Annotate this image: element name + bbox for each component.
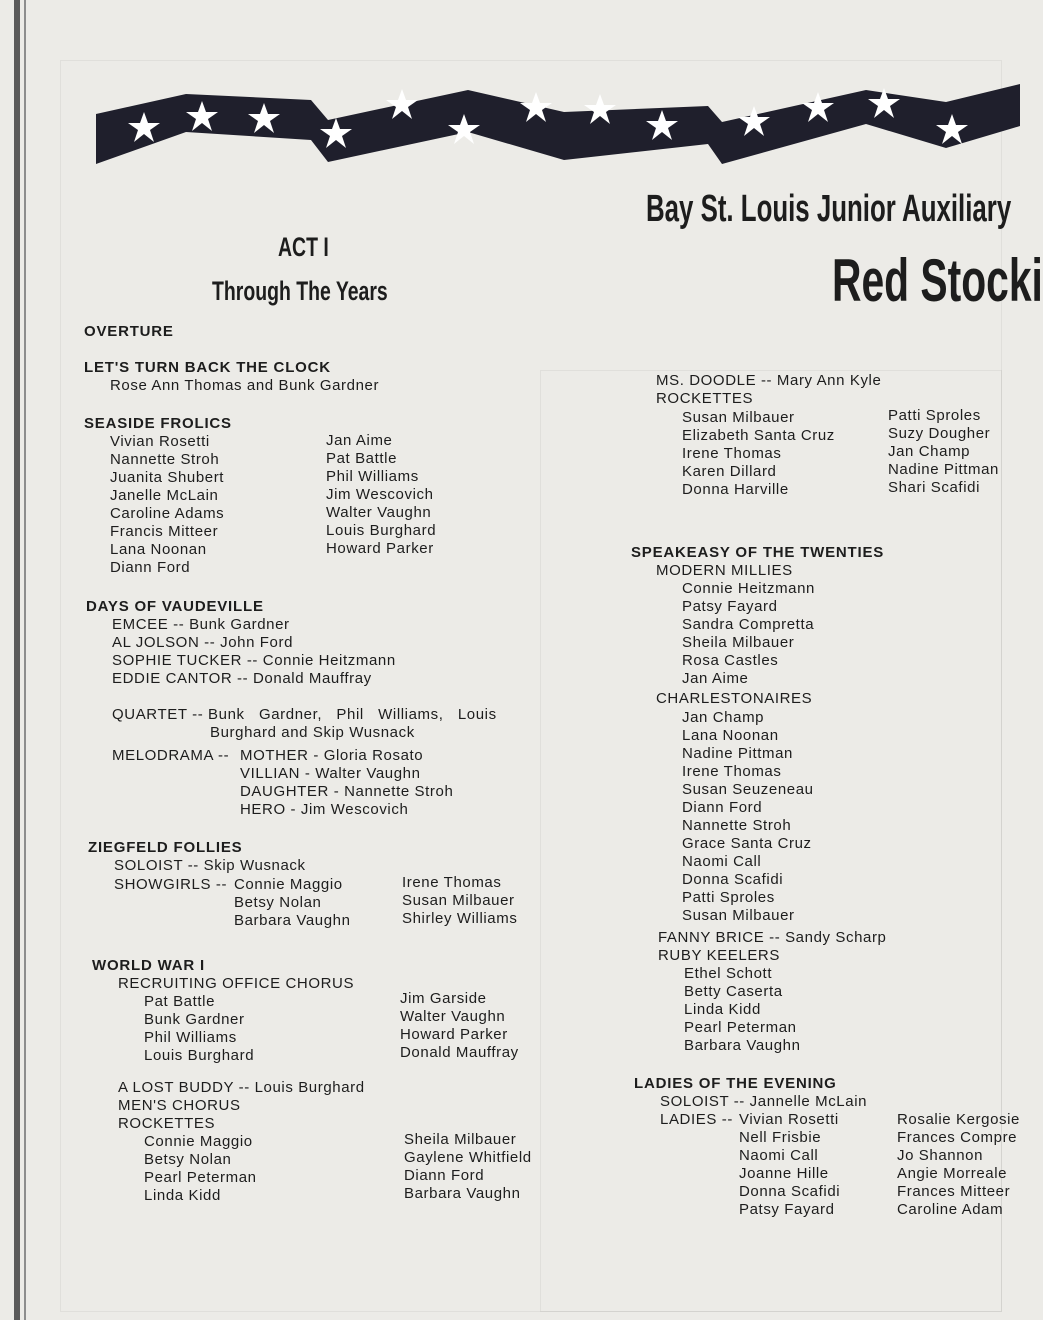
fanny-brice: FANNY BRICE -- Sandy Scharp bbox=[658, 929, 887, 946]
cast-name: Phil Williams bbox=[144, 1029, 237, 1046]
cast-name: Bunk Gardner bbox=[144, 1011, 245, 1028]
cast-name: Patsy Fayard bbox=[682, 598, 778, 615]
cast-name: Donna Scafidi bbox=[682, 871, 784, 888]
cast-name: Lana Noonan bbox=[110, 541, 207, 558]
cast-name: Connie Heitzmann bbox=[682, 580, 815, 597]
ruby-heading: RUBY KEELERS bbox=[658, 947, 780, 964]
cast-name: Jan Champ bbox=[682, 709, 765, 726]
page-binding-edge bbox=[14, 0, 20, 1320]
cast-name: Donald Mauffray bbox=[400, 1044, 519, 1061]
cast-name: Nadine Pittman bbox=[888, 461, 999, 478]
act-title: ACT I bbox=[278, 232, 329, 262]
cast-name: Diann Ford bbox=[682, 799, 763, 816]
cast-name: Connie Maggio bbox=[144, 1133, 253, 1150]
lost-buddy: A LOST BUDDY -- Louis Burghard bbox=[118, 1079, 365, 1096]
cast-name: Barbara Vaughn bbox=[684, 1037, 801, 1054]
ww1-rockettes-col1 bbox=[144, 1133, 257, 1205]
cast-name: Janelle McLain bbox=[110, 487, 219, 504]
cast-name: Jan Champ bbox=[888, 443, 971, 460]
cast-name: Karen Dillard bbox=[682, 463, 777, 480]
cast-name: Patsy Fayard bbox=[739, 1201, 835, 1218]
rockettes-heading: ROCKETTES bbox=[656, 390, 754, 407]
cast-name: Rosa Castles bbox=[682, 652, 779, 669]
melodrama-label: MELODRAMA -- bbox=[112, 747, 230, 764]
cast-name: Nannette Stroh bbox=[110, 451, 220, 468]
ruby-list bbox=[684, 965, 801, 1055]
cast-name: Grace Santa Cruz bbox=[682, 835, 812, 852]
cast-name: Naomi Call bbox=[739, 1147, 819, 1164]
cast-name: Shirley Williams bbox=[402, 910, 518, 927]
cast-name: Sheila Milbauer bbox=[404, 1131, 517, 1148]
cast-name: Irene Thomas bbox=[402, 874, 502, 891]
cast-name: Howard Parker bbox=[400, 1026, 508, 1043]
cast-name: Pat Battle bbox=[326, 450, 398, 467]
cast-name: Sheila Milbauer bbox=[682, 634, 795, 651]
cast-name: Nadine Pittman bbox=[682, 745, 793, 762]
ziegfeld-heading: ZIEGFELD FOLLIES bbox=[88, 839, 243, 856]
melodrama-roles bbox=[240, 747, 453, 819]
cast-name: Howard Parker bbox=[326, 540, 434, 557]
clock-heading: LET'S TURN BACK THE CLOCK bbox=[84, 359, 331, 376]
star-banner bbox=[96, 84, 1020, 168]
cast-name: Rosalie Kergosie bbox=[897, 1111, 1020, 1128]
cast-name: Betty Caserta bbox=[684, 983, 783, 1000]
chorus-col1 bbox=[144, 993, 254, 1065]
ladies-soloist: SOLOIST -- Jannelle McLain bbox=[660, 1093, 868, 1110]
page-binding-shadow bbox=[24, 0, 26, 1320]
mens-chorus: MEN'S CHORUS bbox=[118, 1097, 241, 1114]
cast-name: Susan Milbauer bbox=[682, 907, 795, 924]
showgirls-col2 bbox=[402, 874, 517, 928]
cast-name: Vivian Rosetti bbox=[110, 433, 210, 450]
ladies-label: LADIES -- bbox=[660, 1111, 733, 1128]
cast-name: Susan Milbauer bbox=[682, 409, 795, 426]
ladies-heading: LADIES OF THE EVENING bbox=[634, 1075, 837, 1092]
cast-name: Jo Shannon bbox=[897, 1147, 984, 1164]
cast-name: Angie Morreale bbox=[897, 1165, 1008, 1182]
cast-name: Joanne Hille bbox=[739, 1165, 829, 1182]
role-line: VILLIAN - Walter Vaughn bbox=[240, 765, 421, 782]
overture-heading: OVERTURE bbox=[84, 323, 174, 340]
cast-name: Barbara Vaughn bbox=[404, 1185, 521, 1202]
vaudeville-heading: DAYS OF VAUDEVILLE bbox=[86, 598, 264, 615]
cast-name: Donna Harville bbox=[682, 481, 789, 498]
role-line: SOPHIE TUCKER -- Connie Heitzmann bbox=[112, 652, 396, 669]
role-line: EMCEE -- Bunk Gardner bbox=[112, 616, 290, 633]
ww1-heading: WORLD WAR I bbox=[92, 957, 205, 974]
cast-name: Patti Sproles bbox=[682, 889, 775, 906]
cast-name: Juanita Shubert bbox=[110, 469, 225, 486]
cast-name: Gaylene Whitfield bbox=[404, 1149, 532, 1166]
quartet-line: QUARTET -- Bunk Gardner, Phil Williams, Louis bbox=[112, 706, 497, 723]
ladies-col1 bbox=[739, 1111, 840, 1219]
cast-name: Naomi Call bbox=[682, 853, 762, 870]
cast-name: Linda Kidd bbox=[684, 1001, 761, 1018]
seaside-cast-col2 bbox=[326, 432, 436, 558]
millies-list bbox=[682, 580, 815, 688]
act-subtitle: Through The Years bbox=[212, 276, 388, 306]
cast-name: Patti Sproles bbox=[888, 407, 981, 424]
speakeasy-heading: SPEAKEASY OF THE TWENTIES bbox=[631, 544, 885, 561]
cast-name: Francis Mitteer bbox=[110, 523, 219, 540]
rockettes-col1 bbox=[682, 409, 835, 499]
cast-name: Nannette Stroh bbox=[682, 817, 792, 834]
cast-name: Irene Thomas bbox=[682, 763, 782, 780]
cast-name: Betsy Nolan bbox=[144, 1151, 232, 1168]
cast-name: Walter Vaughn bbox=[400, 1008, 506, 1025]
cast-name: Ethel Schott bbox=[684, 965, 773, 982]
seaside-heading: SEASIDE FROLICS bbox=[84, 415, 232, 432]
ww1-rockettes: ROCKETTES bbox=[118, 1115, 216, 1132]
cast-name: Connie Maggio bbox=[234, 876, 343, 893]
cast-name: Betsy Nolan bbox=[234, 894, 322, 911]
role-line: AL JOLSON -- John Ford bbox=[112, 634, 294, 651]
cast-name: Jim Wescovich bbox=[326, 486, 434, 503]
ms-doodle: MS. DOODLE -- Mary Ann Kyle bbox=[656, 372, 882, 389]
clock-cast: Rose Ann Thomas and Bunk Gardner bbox=[110, 377, 380, 394]
cast-name: Susan Seuzeneau bbox=[682, 781, 814, 798]
org-title: Bay St. Louis Junior Auxiliary bbox=[646, 188, 1012, 230]
role-line: MOTHER - Gloria Rosato bbox=[240, 747, 424, 764]
millies-heading: MODERN MILLIES bbox=[656, 562, 793, 579]
cast-name: Jan Aime bbox=[326, 432, 393, 449]
charleston-heading: CHARLESTONAIRES bbox=[656, 690, 813, 707]
cast-name: Shari Scafidi bbox=[888, 479, 981, 496]
showgirls-col1 bbox=[234, 876, 351, 930]
role-line: DAUGHTER - Nannette Stroh bbox=[240, 783, 454, 800]
cast-name: Nell Frisbie bbox=[739, 1129, 822, 1146]
cast-name: Frances Compre bbox=[897, 1129, 1018, 1146]
cast-name: Irene Thomas bbox=[682, 445, 782, 462]
cast-name: Diann Ford bbox=[404, 1167, 485, 1184]
cast-name: Susan Milbauer bbox=[402, 892, 515, 909]
cast-name: Frances Mitteer bbox=[897, 1183, 1011, 1200]
cast-name: Walter Vaughn bbox=[326, 504, 432, 521]
rockettes-col2 bbox=[888, 407, 999, 497]
cast-name: Louis Burghard bbox=[144, 1047, 255, 1064]
cast-name: Donna Scafidi bbox=[739, 1183, 841, 1200]
ww1-rockettes-col2 bbox=[404, 1131, 532, 1203]
cast-name: Jim Garside bbox=[400, 990, 487, 1007]
cast-name: Elizabeth Santa Cruz bbox=[682, 427, 835, 444]
cast-name: Pearl Peterman bbox=[144, 1169, 257, 1186]
cast-name: Pearl Peterman bbox=[684, 1019, 797, 1036]
show-title: Red Stocki bbox=[832, 247, 1043, 314]
seaside-cast-col1 bbox=[110, 433, 224, 577]
showgirls-label: SHOWGIRLS -- bbox=[114, 876, 228, 893]
quartet-line-2: Burghard and Skip Wusnack bbox=[210, 724, 415, 741]
recruiting-chorus: RECRUITING OFFICE CHORUS bbox=[118, 975, 355, 992]
ladies-col2 bbox=[897, 1111, 1020, 1219]
cast-name: Pat Battle bbox=[144, 993, 216, 1010]
cast-name: Louis Burghard bbox=[326, 522, 437, 539]
cast-name: Diann Ford bbox=[110, 559, 191, 576]
charleston-list bbox=[682, 709, 814, 925]
cast-name: Caroline Adam bbox=[897, 1201, 1004, 1218]
cast-name: Vivian Rosetti bbox=[739, 1111, 839, 1128]
chorus-col2 bbox=[400, 990, 519, 1062]
cast-name: Suzy Dougher bbox=[888, 425, 991, 442]
cast-name: Lana Noonan bbox=[682, 727, 779, 744]
cast-name: Sandra Compretta bbox=[682, 616, 815, 633]
cast-name: Barbara Vaughn bbox=[234, 912, 351, 929]
ziegfeld-soloist: SOLOIST -- Skip Wusnack bbox=[114, 857, 306, 874]
role-line: EDDIE CANTOR -- Donald Mauffray bbox=[112, 670, 372, 687]
cast-name: Linda Kidd bbox=[144, 1187, 221, 1204]
vaudeville-roles bbox=[112, 616, 396, 688]
cast-name: Caroline Adams bbox=[110, 505, 225, 522]
role-line: HERO - Jim Wescovich bbox=[240, 801, 409, 818]
cast-name: Phil Williams bbox=[326, 468, 419, 485]
cast-name: Jan Aime bbox=[682, 670, 749, 687]
